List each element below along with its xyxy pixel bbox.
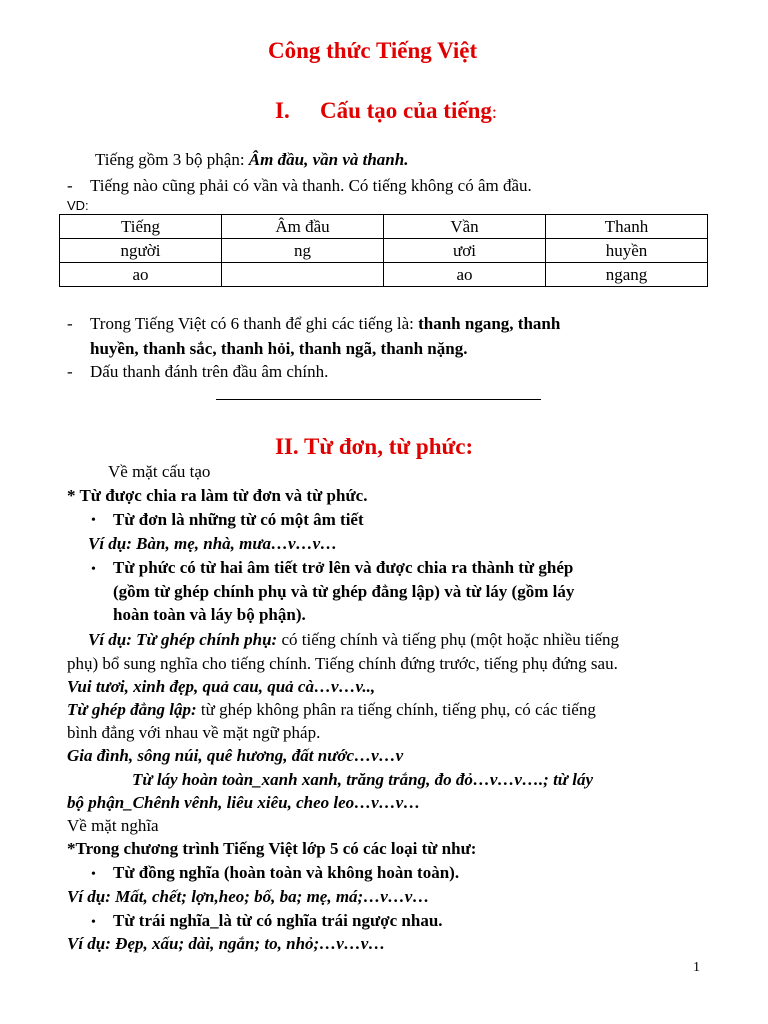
tones-list-2: huyền, thanh sắc, thanh hỏi, thanh ngã, thanh nặng. (90, 339, 468, 358)
section-2-heading: II. Từ đơn, từ phức: (275, 434, 474, 459)
table-header: Tiếng (60, 215, 222, 239)
table-cell: ng (222, 239, 384, 263)
page-title: Công thức Tiếng Việt (268, 38, 478, 63)
compound-main-text-2: phụ) bổ sung nghĩa cho tiếng chính. Tiếng chính đứng trước, tiếng phụ đứng sau. (67, 654, 618, 673)
table-cell: huyền (546, 239, 708, 263)
bullet-icon: • (91, 867, 96, 882)
table-row (60, 263, 708, 287)
section-divider (216, 399, 541, 400)
intro-text: Tiếng gồm 3 bộ phận: (95, 150, 249, 169)
dash-marker: - (67, 176, 73, 195)
compound-main-label: Ví dụ: Từ ghép chính phụ: (88, 630, 278, 649)
single-word-example: Ví dụ: Bàn, mẹ, nhà, mưa…v…v… (88, 534, 338, 553)
table-header: Âm đầu (222, 215, 384, 239)
bullet-icon: • (91, 562, 96, 577)
compound-equal-text-1: từ ghép không phân ra tiếng chính, tiếng phụ, có các tiếng (196, 700, 596, 719)
tone-mark-text: Dấu thanh đánh trên đầu âm chính. (90, 362, 329, 381)
bullet-icon: • (91, 513, 96, 528)
compound-main-text-1: có tiếng chính và tiếng phụ (một hoặc nhiều tiếng (277, 630, 620, 649)
syllable-table (59, 214, 708, 287)
compound-equal-text-2: bình đẳng với nhau về mặt ngữ pháp. (67, 723, 321, 742)
section-1-colon: : (491, 102, 497, 122)
rule-text: Tiếng nào cũng phải có vần và thanh. Có tiếng không có âm đầu. (90, 176, 532, 195)
table-cell: ngang (546, 263, 708, 287)
table-cell: ao (384, 263, 546, 287)
reduplicative-line-2: bộ phận_Chênh vênh, liêu xiêu, cheo leo…v…v… (67, 793, 421, 812)
dash-marker: - (67, 314, 73, 333)
division-text: * Từ được chia ra làm từ đơn và từ phức. (67, 486, 368, 505)
intro-line (95, 150, 408, 170)
section-1-number: I. (275, 98, 290, 123)
complex-word-def-3: hoàn toàn và láy bộ phận). (113, 605, 306, 624)
antonym-example: Ví dụ: Đẹp, xấu; dài, ngắn; to, nhỏ;…v…v… (67, 934, 386, 953)
dash-marker: - (67, 362, 73, 381)
compound-equal-label: Từ ghép đẳng lập: (67, 700, 197, 719)
synonym-example: Ví dụ: Mất, chết; lợn,heo; bố, ba; mẹ, má;…v…v… (67, 887, 430, 906)
page-number: 1 (693, 960, 700, 975)
table-header: Thanh (546, 215, 708, 239)
reduplicative-line-1: Từ láy hoàn toàn_xanh xanh, trăng trắng, đo đỏ…v…v….; từ láy (132, 770, 594, 789)
compound-equal-line-1 (67, 700, 596, 720)
vd-label: VD: (67, 198, 89, 213)
table-cell (222, 263, 384, 287)
table-cell: ao (60, 263, 222, 287)
tones-text: Trong Tiếng Việt có 6 thanh để ghi các tiếng là: (90, 314, 419, 333)
section-1-heading: Cấu tạo của tiếng (320, 98, 492, 123)
compound-equal-example: Gia đình, sông núi, quê hương, đất nước…v…v (67, 746, 404, 765)
program-text: *Trong chương trình Tiếng Việt lớp 5 có các loại từ như: (67, 839, 477, 858)
table-row (60, 239, 708, 263)
single-word-def: Từ đơn là những từ có một âm tiết (113, 510, 364, 529)
structure-label: Về mặt cấu tạo (108, 462, 211, 481)
complex-word-def-2: (gồm từ ghép chính phụ và từ ghép đẳng lập) và từ láy (gồm láy (113, 582, 575, 601)
complex-word-def-1: Từ phức có từ hai âm tiết trở lên và được chia ra thành từ ghép (113, 558, 574, 577)
table-cell: ươi (384, 239, 546, 263)
intro-parts: Âm đầu, vần và thanh. (248, 150, 409, 169)
table-header-row (60, 215, 708, 239)
meaning-label: Về mặt nghĩa (67, 816, 159, 835)
table-cell: người (60, 239, 222, 263)
tones-list-1: thanh ngang, thanh (418, 314, 561, 333)
table-header: Vần (384, 215, 546, 239)
synonym-def: Từ đồng nghĩa (hoàn toàn và không hoàn toàn). (113, 863, 460, 882)
antonym-def: Từ trái nghĩa_là từ có nghĩa trái ngược nhau. (113, 911, 443, 930)
tones-line-1 (90, 314, 560, 334)
compound-main-example: Vui tươi, xinh đẹp, quả cau, quả cà…v…v.., (67, 677, 376, 696)
compound-main-line-1 (88, 630, 619, 650)
section-1-heading-wrap (320, 98, 497, 124)
bullet-icon: • (91, 915, 96, 930)
